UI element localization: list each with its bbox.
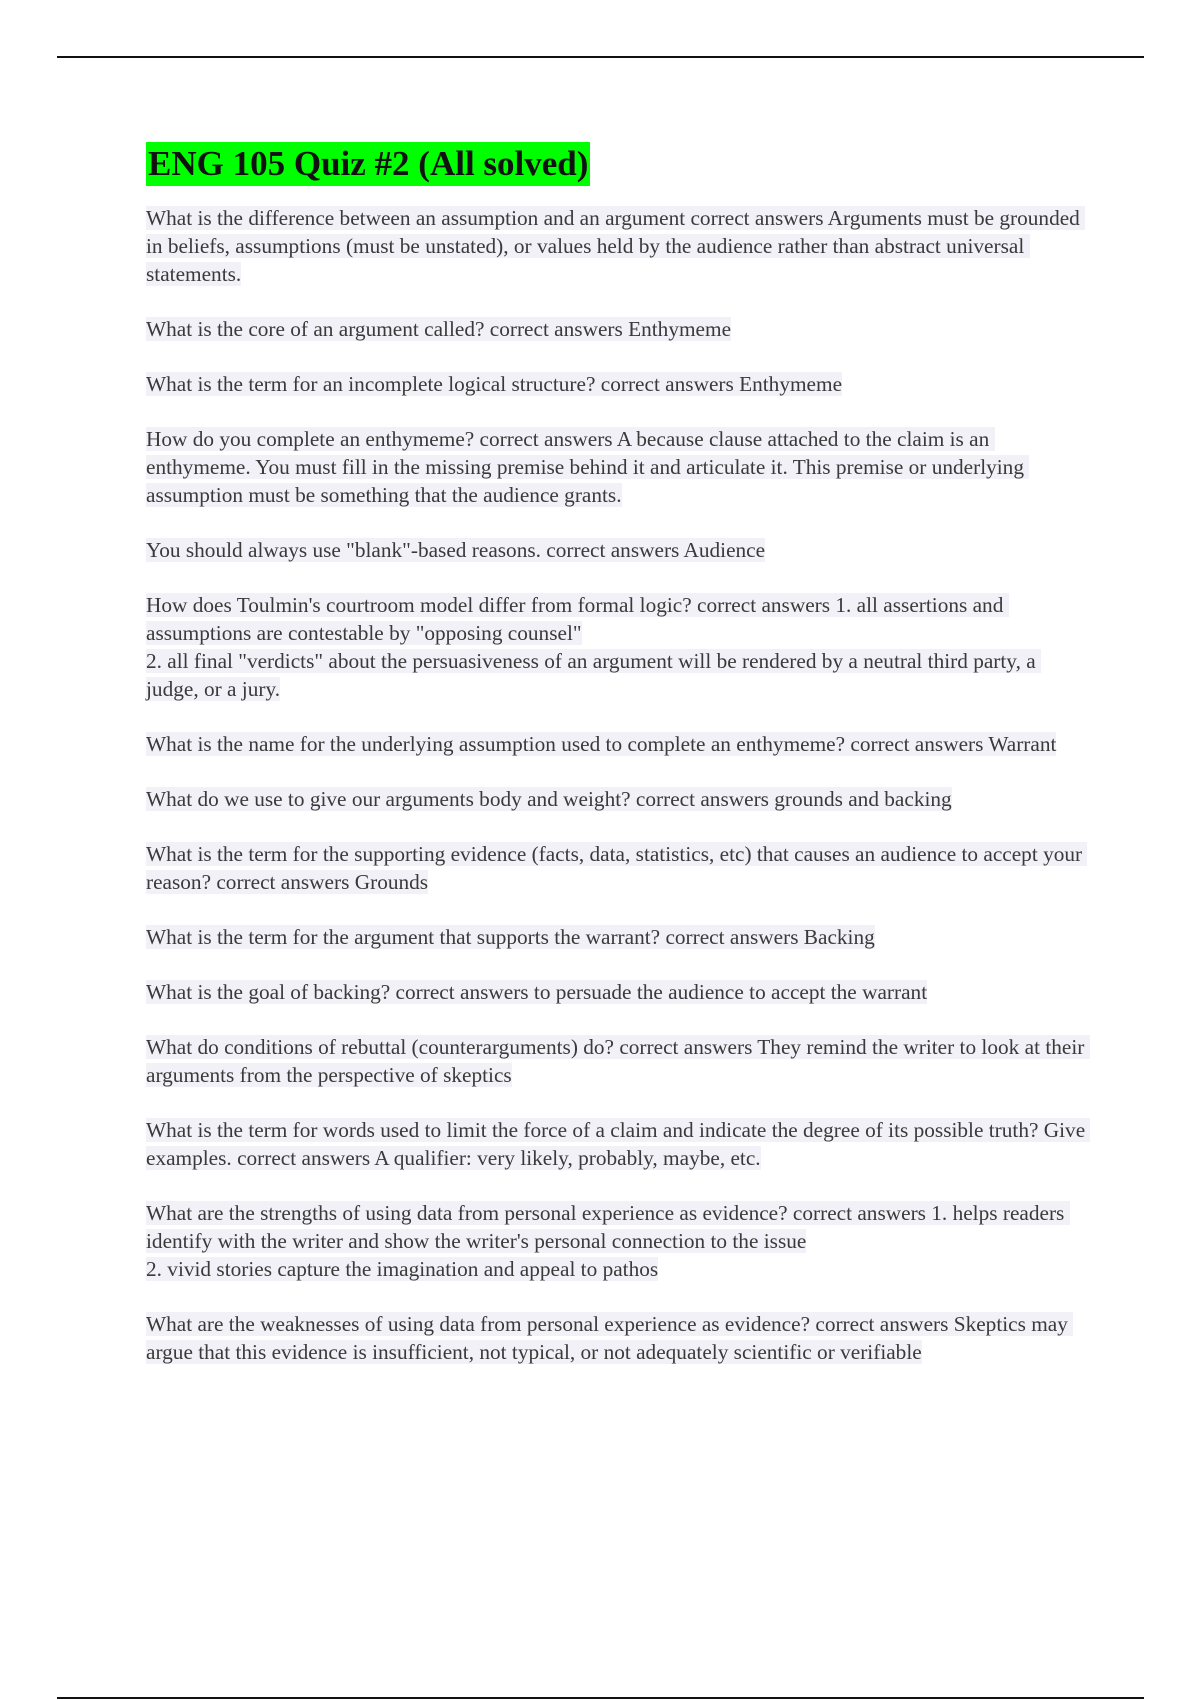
- qa-text: What is the core of an argument called? correct answers Enthymeme: [146, 317, 732, 341]
- qa-text: How does Toulmin's courtroom model differ from formal logic? correct answers 1. all assertions and assumptions are contestable by "opposing counsel" 2. all final "verdicts" about the persuasiveness of an argument will be rendered by a neutral third party, a judge, or a jury.: [146, 593, 1041, 701]
- qa-text: What is the goal of backing? correct answers to persuade the audience to accept the warrant: [146, 980, 928, 1004]
- document-body: [146, 142, 1091, 1393]
- qa-item: [146, 1199, 1086, 1283]
- qa-item: [146, 978, 1086, 1006]
- footer-rule: [57, 1697, 1144, 1699]
- qa-text: What is the term for words used to limit the force of a claim and indicate the degree of its possible truth? Give examples. correct answers A qualifier: very likely, probably, maybe, etc.: [146, 1118, 1091, 1170]
- qa-item: [146, 1033, 1090, 1089]
- qa-item: [146, 730, 1086, 758]
- qa-text: What do we use to give our arguments body and weight? correct answers grounds and backing: [146, 787, 952, 811]
- qa-text: What do conditions of rebuttal (counterarguments) do? correct answers They remind the writer to look at their arguments from the perspective of skeptics: [146, 1035, 1090, 1087]
- qa-item: [146, 370, 1086, 398]
- qa-text: How do you complete an enthymeme? correct answers A because clause attached to the claim is an enthymeme. You must fill in the missing premise behind it and articulate it. This premise or underlying assumption must be something that the audience grants.: [146, 427, 1030, 507]
- qa-item: [146, 1116, 1091, 1172]
- qa-text: What is the difference between an assumption and an argument correct answers Arguments must be grounded in beliefs, assumptions (must be unstated), or values held by the audience rather than abstract universal statements.: [146, 206, 1086, 286]
- qa-text: What is the term for the supporting evidence (facts, data, statistics, etc) that causes an audience to accept your reason? correct answers Grounds: [146, 842, 1088, 894]
- qa-item: [146, 536, 1086, 564]
- qa-text: You should always use "blank"-based reasons. correct answers Audience: [146, 538, 766, 562]
- qa-text: What is the term for the argument that supports the warrant? correct answers Backing: [146, 925, 875, 949]
- qa-list: [146, 204, 1091, 1366]
- header-rule: [57, 56, 1144, 58]
- qa-item: [146, 425, 1086, 509]
- qa-text: What are the strengths of using data from personal experience as evidence? correct answers 1. helps readers identify with the writer and show the writer's personal connection to the issue 2. vivid stories capture the imagination and appeal to pathos: [146, 1201, 1070, 1281]
- qa-text: What is the name for the underlying assumption used to complete an enthymeme? correct answers Warrant: [146, 732, 1057, 756]
- qa-text: What is the term for an incomplete logical structure? correct answers Enthymeme: [146, 372, 843, 396]
- document-title: ENG 105 Quiz #2 (All solved): [146, 142, 590, 186]
- qa-item: [146, 315, 1086, 343]
- qa-item: [146, 785, 1086, 813]
- qa-text: What are the weaknesses of using data from personal experience as evidence? correct answers Skeptics may argue that this evidence is insufficient, not typical, or not adequately scientific or verifiable: [146, 1312, 1074, 1364]
- qa-item: [146, 1310, 1086, 1366]
- qa-item: [146, 591, 1086, 703]
- qa-item: [146, 840, 1086, 896]
- qa-item: [146, 204, 1086, 288]
- qa-item: [146, 923, 1086, 951]
